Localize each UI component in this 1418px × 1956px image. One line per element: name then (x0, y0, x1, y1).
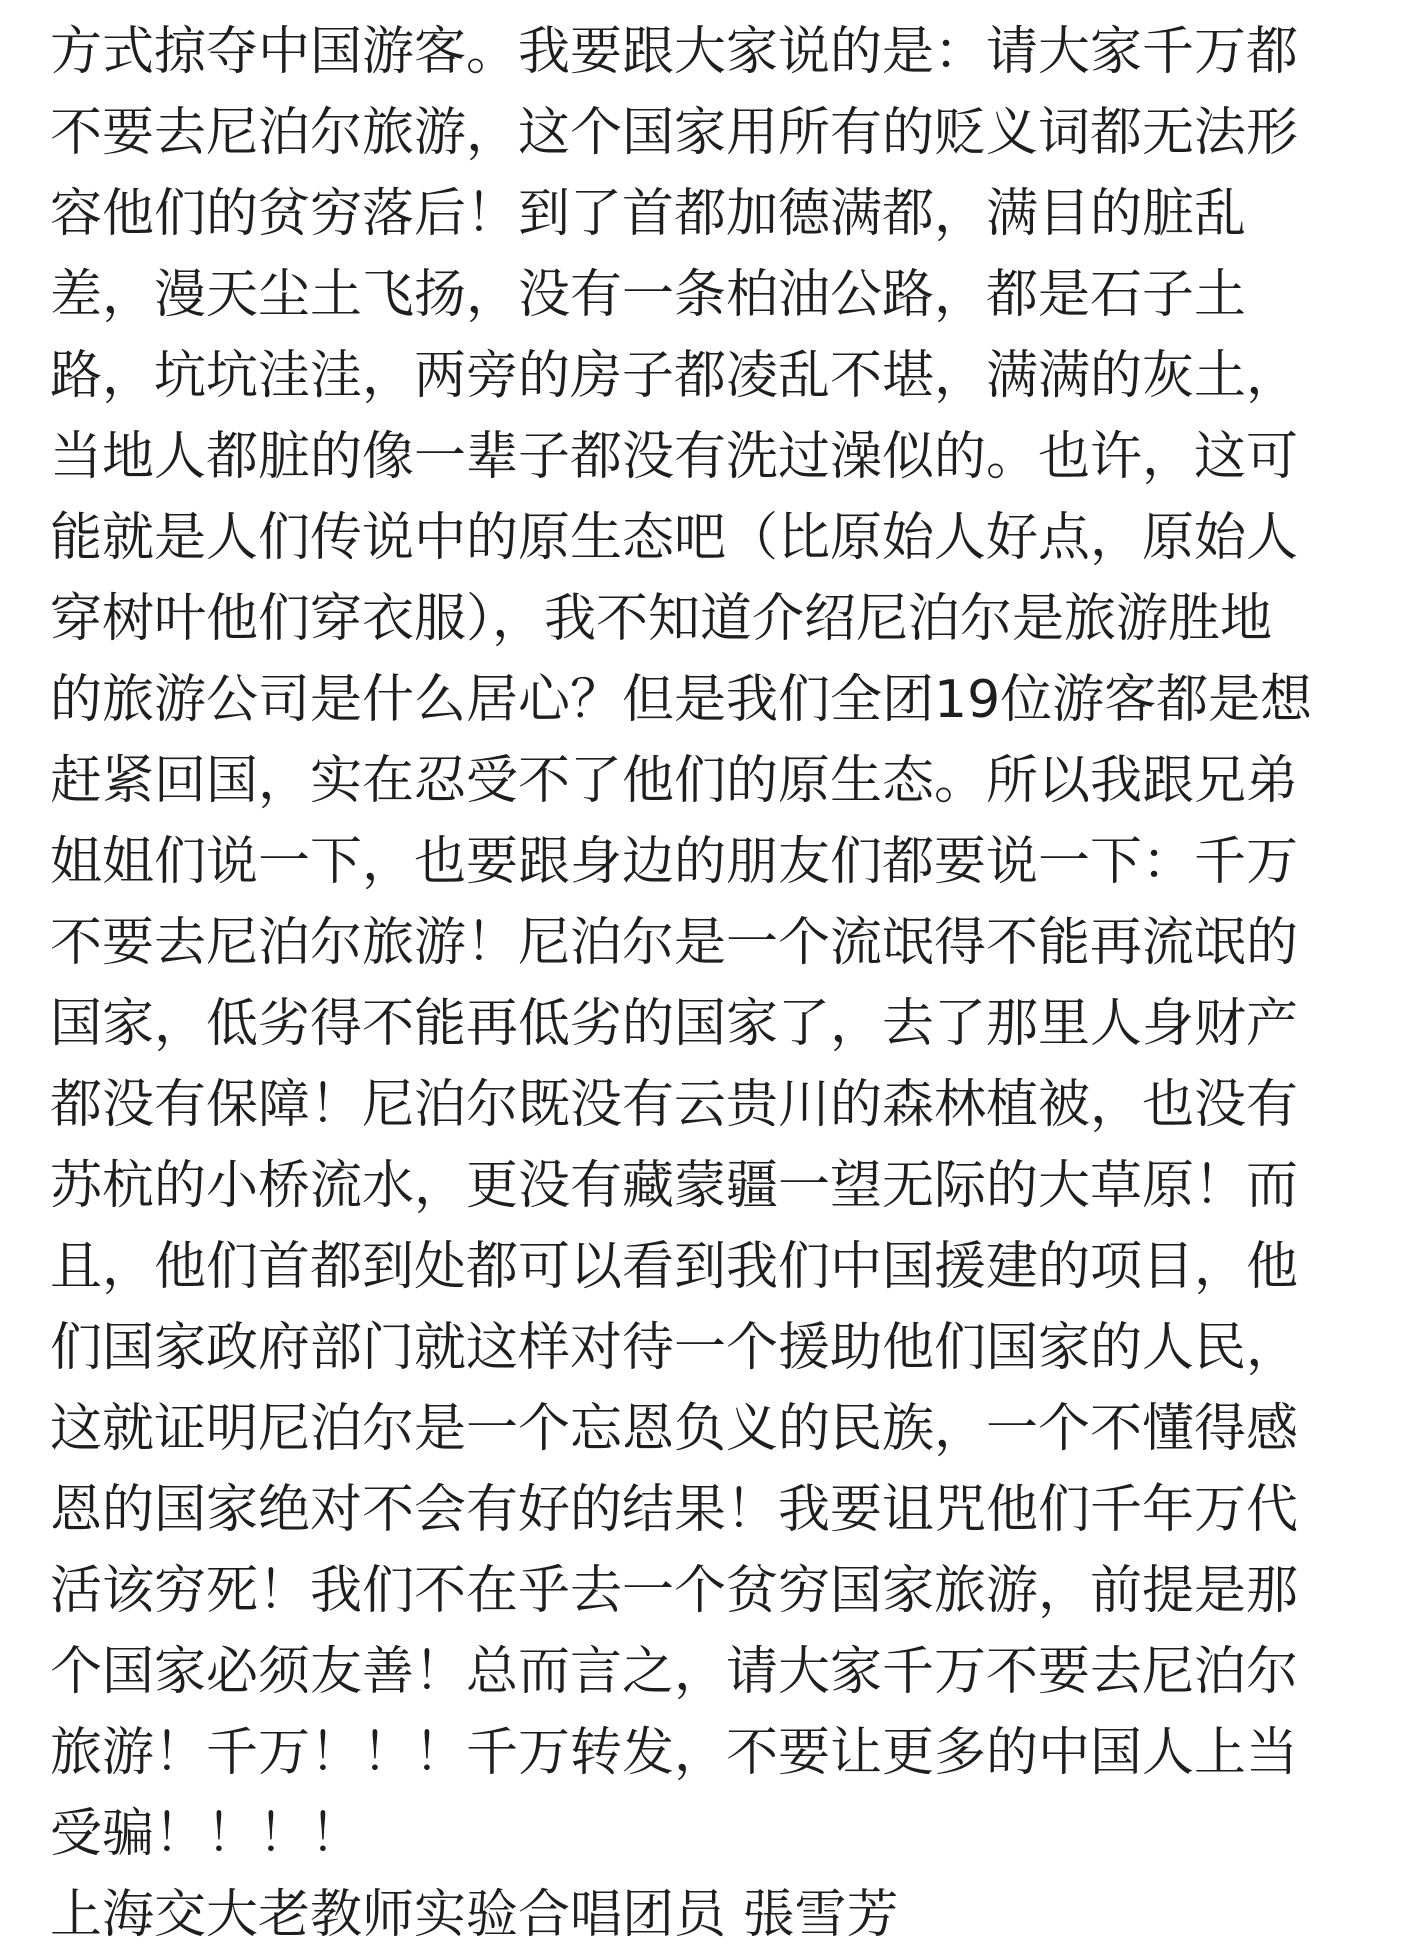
text-line: 能就是人们传说中的原生态吧（比原始人好点，原始人 (50, 508, 1299, 568)
text-line: 姐姐们说一下，也要跟身边的朋友们都要说一下：千万 (50, 832, 1299, 892)
text-line: 不要去尼泊尔旅游，这个国家用所有的贬义词都无法形 (50, 103, 1299, 163)
text-line: 的旅游公司是什么居心？但是我们全团19位游客都是想 (50, 670, 1313, 730)
text-line: 恩的国家绝对不会有好的结果！我要诅咒他们千年万代 (50, 1480, 1299, 1540)
text-line: 苏杭的小桥流水，更没有藏蒙疆一望无际的大草原！而 (50, 1156, 1299, 1216)
text-line: 差，漫天尘土飞扬，没有一条柏油公路，都是石子土 (50, 265, 1247, 325)
text-line: 且，他们首都到处都可以看到我们中国援建的项目，他 (50, 1237, 1299, 1297)
text-line: 们国家政府部门就这样对待一个援助他们国家的人民， (50, 1318, 1299, 1378)
text-line: 穿树叶他们穿衣服），我不知道介绍尼泊尔是旅游胜地 (50, 589, 1273, 649)
signature: 上海交大老教师实验合唱团员 張雪芳 (50, 1885, 899, 1945)
text-line: 赶紧回国，实在忍受不了他们的原生态。所以我跟兄弟 (50, 751, 1299, 811)
text-line: 个国家必须友善！总而言之，请大家千万不要去尼泊尔 (50, 1642, 1299, 1702)
text-line: 路，坑坑洼洼，两旁的房子都凌乱不堪，满满的灰土， (50, 346, 1299, 406)
text-line: 当地人都脏的像一辈子都没有洗过澡似的。也许，这可 (50, 427, 1299, 487)
text-line: 国家，低劣得不能再低劣的国家了，去了那里人身财产 (50, 994, 1299, 1054)
text-line: 方式掠夺中国游客。我要跟大家说的是：请大家千万都 (50, 22, 1299, 82)
text-line: 旅游！千万！！！千万转发，不要让更多的中国人上当 (50, 1723, 1299, 1783)
text-line: 这就证明尼泊尔是一个忘恩负义的民族，一个不懂得感 (50, 1399, 1299, 1459)
text-line: 活该穷死！我们不在乎去一个贫穷国家旅游，前提是那 (50, 1561, 1299, 1621)
text-line: 容他们的贫穷落后！到了首都加德满都，满目的脏乱 (50, 184, 1247, 244)
text-line: 都没有保障！尼泊尔既没有云贵川的森林植被，也没有 (50, 1075, 1299, 1135)
text-line: 不要去尼泊尔旅游！尼泊尔是一个流氓得不能再流氓的 (50, 913, 1299, 973)
text-line: 受骗！！！！ (50, 1804, 363, 1864)
